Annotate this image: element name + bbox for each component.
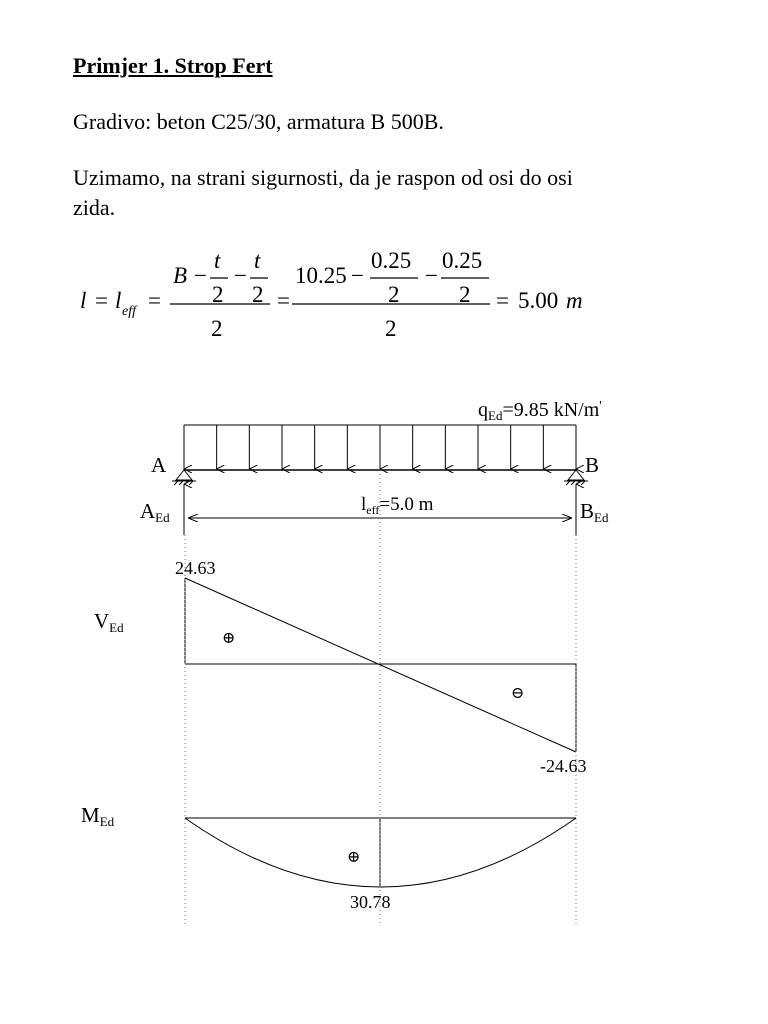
shear-label: VEd <box>94 609 124 635</box>
formula-eq-4: = <box>496 288 509 313</box>
shear-max-label: 24.63 <box>175 558 216 578</box>
formula-two-6: 2 <box>385 316 397 341</box>
span-formula <box>80 248 583 341</box>
formula-l: l <box>80 288 87 313</box>
formula-result: 5.00 <box>518 288 559 313</box>
load-arrows <box>184 425 576 469</box>
formula-minus-4: − <box>425 263 438 288</box>
formula-unit: m <box>566 288 583 313</box>
page-heading: Primjer 1. Strop Fert <box>73 53 273 78</box>
moment-plus-sign: ⊕ <box>347 849 361 866</box>
moment-label: MEd <box>81 803 115 829</box>
formula-minus-3: − <box>351 263 364 288</box>
support-a-symbol <box>172 470 196 485</box>
support-b-label: B <box>585 453 600 477</box>
formula-two-5: 2 <box>459 282 471 307</box>
formula-t-1: t <box>214 248 221 273</box>
formula-two-4: 2 <box>388 282 400 307</box>
formula-two-1: 2 <box>212 282 224 307</box>
shear-minus-sign: ⊖ <box>511 685 525 702</box>
reaction-a-label: AEd <box>140 499 170 525</box>
formula-minus-2: − <box>234 263 247 288</box>
material-line: Gradivo: beton C25/30, armatura B 500B. <box>73 109 444 134</box>
formula-t-2: t <box>254 248 261 273</box>
formula-B: B <box>173 263 188 288</box>
span-assumption-line-2: zida. <box>73 195 116 220</box>
moment-max-label: 30.78 <box>350 892 391 912</box>
span-label: $l_{eff}=5.0$ m <box>361 494 434 517</box>
formula-eq-1: = <box>95 288 108 313</box>
formula-10-25: 10.25 <box>295 263 347 288</box>
moment-diagram <box>81 803 576 912</box>
shear-min-label: -24.63 <box>540 756 587 776</box>
beam-diagram <box>140 399 609 535</box>
formula-eq-2: = <box>148 288 161 313</box>
formula-two-3: 2 <box>211 316 223 341</box>
formula-0-25-b: 0.25 <box>442 248 483 273</box>
formula-leff-sub: eff <box>122 304 136 319</box>
reaction-b-label: BEd <box>580 499 609 525</box>
shear-plus-sign: ⊕ <box>222 630 236 647</box>
load-label: $q_{Ed}=9.85$ kN/m' <box>478 399 602 423</box>
formula-0-25-a: 0.25 <box>371 248 412 273</box>
support-a-label: A <box>151 453 167 477</box>
formula-leff: l <box>115 288 122 313</box>
formula-eq-3: = <box>277 288 290 313</box>
formula-two-2: 2 <box>252 282 264 307</box>
shear-line <box>185 578 576 752</box>
span-assumption-line-1: Uzimamo, na strani sigurnosti, da je raspon od osi do osi <box>73 165 573 190</box>
formula-minus-1: − <box>194 263 207 288</box>
shear-diagram <box>94 558 587 776</box>
